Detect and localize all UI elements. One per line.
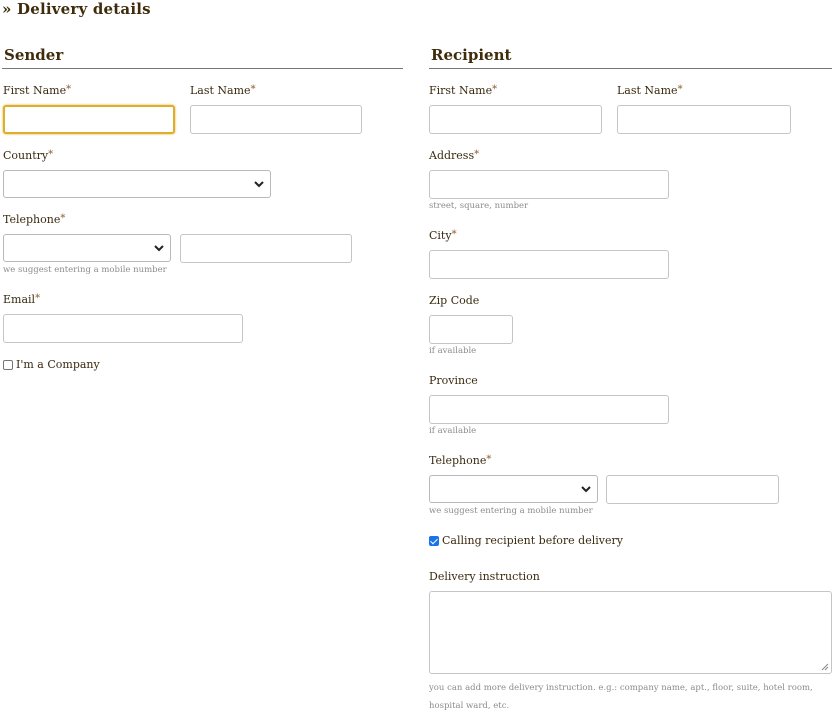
sender-telephone-number-input[interactable] bbox=[180, 234, 352, 263]
sender-last-name-label: Last Name* bbox=[190, 84, 256, 97]
sender-telephone-hint: we suggest entering a mobile number bbox=[3, 265, 167, 275]
recipient-city-label: City* bbox=[429, 229, 457, 242]
company-checkbox-label: I'm a Company bbox=[16, 358, 100, 371]
sender-country-select[interactable] bbox=[3, 170, 271, 198]
page-title: » Delivery details bbox=[2, 0, 151, 18]
recipient-last-name-input[interactable] bbox=[617, 105, 791, 134]
recipient-province-label: Province bbox=[429, 374, 478, 387]
sender-section-title: Sender bbox=[4, 46, 64, 64]
recipient-last-name-label: Last Name* bbox=[617, 84, 683, 97]
chevron-down-icon bbox=[153, 242, 165, 254]
recipient-province-hint: if available bbox=[429, 426, 477, 436]
recipient-address-hint: street, square, number bbox=[429, 201, 529, 211]
recipient-zip-input[interactable] bbox=[429, 315, 513, 344]
recipient-telephone-hint: we suggest entering a mobile number bbox=[429, 506, 593, 516]
resize-handle-icon[interactable] bbox=[821, 663, 829, 671]
sender-first-name-input[interactable] bbox=[3, 105, 175, 134]
sender-telephone-prefix-select[interactable] bbox=[3, 234, 171, 262]
delivery-instruction-hint: you can add more delivery instruction. e.g.: company name, apt., floor, suite, hotel room, hospital ward, etc. bbox=[429, 683, 813, 711]
call-recipient-checkbox-label: Calling recipient before delivery bbox=[442, 534, 623, 547]
delivery-instruction-textarea[interactable] bbox=[429, 591, 832, 674]
recipient-telephone-number-input[interactable] bbox=[606, 475, 779, 504]
recipient-first-name-input[interactable] bbox=[429, 105, 602, 134]
chevron-down-icon bbox=[580, 483, 592, 495]
chevron-down-icon bbox=[253, 178, 265, 190]
call-recipient-checkbox-row[interactable] bbox=[429, 534, 623, 547]
company-checkbox[interactable] bbox=[3, 360, 13, 370]
company-checkbox-row[interactable] bbox=[3, 358, 100, 371]
recipient-telephone-label: Telephone* bbox=[429, 454, 492, 467]
recipient-first-name-label: First Name* bbox=[429, 84, 498, 97]
recipient-section-title: Recipient bbox=[431, 46, 512, 64]
sender-last-name-input[interactable] bbox=[190, 105, 362, 134]
recipient-zip-label: Zip Code bbox=[429, 294, 480, 307]
sender-divider bbox=[2, 68, 403, 69]
call-recipient-checkbox[interactable] bbox=[429, 536, 439, 546]
sender-email-label: Email* bbox=[3, 293, 41, 306]
sender-telephone-label: Telephone* bbox=[3, 213, 66, 226]
recipient-province-input[interactable] bbox=[429, 395, 669, 424]
recipient-city-input[interactable] bbox=[429, 250, 669, 279]
recipient-address-input[interactable] bbox=[429, 170, 669, 199]
sender-email-input[interactable] bbox=[3, 314, 243, 343]
sender-first-name-label: First Name* bbox=[3, 84, 72, 97]
sender-country-label: Country* bbox=[3, 149, 54, 162]
recipient-divider bbox=[429, 68, 832, 69]
recipient-telephone-prefix-select[interactable] bbox=[429, 475, 598, 503]
delivery-instruction-label: Delivery instruction bbox=[429, 570, 540, 583]
recipient-zip-hint: if available bbox=[429, 346, 477, 356]
recipient-address-label: Address* bbox=[429, 149, 480, 162]
